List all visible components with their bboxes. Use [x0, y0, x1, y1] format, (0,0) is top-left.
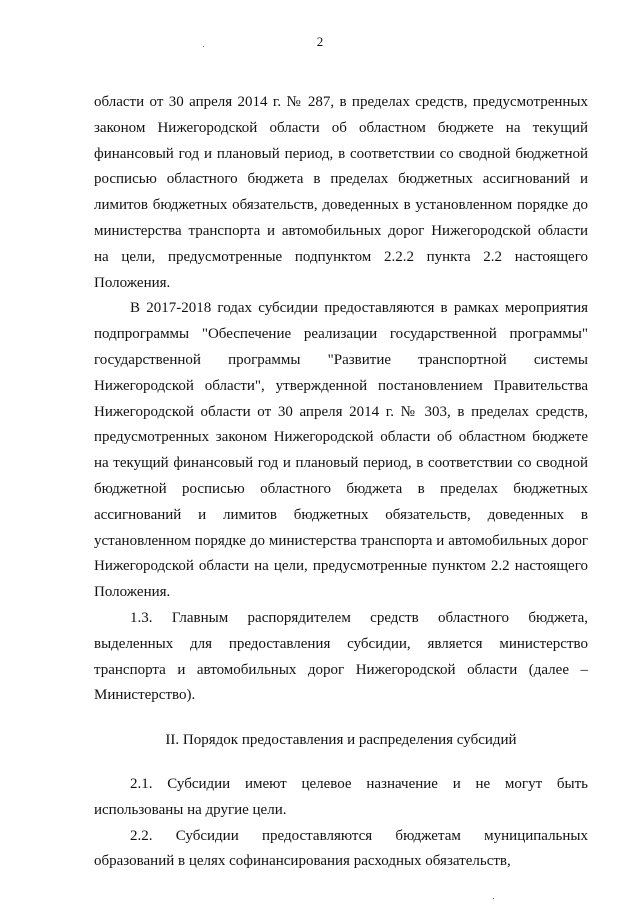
- paragraph-1-3-main-administrator: 1.3. Главным распорядителем средств областного бюджета, выделенных для предоставления субсидии, является министерство транспорта и автомобильных дорог Нижегородской области (далее – Министерство).: [94, 609, 588, 704]
- paragraph-2017-2018-subsidies: В 2017-2018 годах субсидии предоставляются в рамках мероприятия подпрограммы "Обеспечение реализации государственной программы" государственной программы "Развитие транспортной системы Нижегородской области", утвержденной постановлением Правительства Нижегородской области от 30 апреля 2014 г. № 303, в пределах средств, предусмотренных законом Нижегородской области об областном бюджете на текущий финансовый год и плановый период, в соответствии со сводной бюджетной росписью областного бюджета в пределах бюджетных ассигнований и лимитов бюджетных обязательств, доведенных в установленном порядке до министерства транспорта и автомобильных дорог Нижегородской области на цели, предусмотренные пунктом 2.2 настоящего Положения.: [94, 300, 588, 601]
- scan-speck: [493, 898, 494, 899]
- paragraph-2-1-purpose: 2.1. Субсидии имеют целевое назначение и не могут быть использованы на другие цели.: [94, 775, 588, 818]
- page-number: 2: [316, 34, 324, 49]
- document-body: [94, 90, 588, 875]
- section-heading: II. Порядок предоставления и распределения субсидий: [165, 732, 517, 749]
- scan-speck: [203, 46, 204, 47]
- paragraph-2-2-provision: 2.2. Субсидии предоставляются бюджетам муниципальных образований в целях софинансирования расходных обязательств,: [94, 827, 588, 870]
- paragraph-continuation: области от 30 апреля 2014 г. № 287, в пределах средств, предусмотренных законом Нижегородской области об областном бюджете на текущий финансовый год и плановый период, в соответствии со сводной бюджетной росписью областного бюджета в пределах бюджетных ассигнований и лимитов бюджетных обязательств, доведенных в установленном порядке до министерства транспорта и автомобильных дорог Нижегородской области на цели, предусмотренные подпунктом 2.2.2 пункта 2.2 настоящего Положения.: [94, 94, 588, 291]
